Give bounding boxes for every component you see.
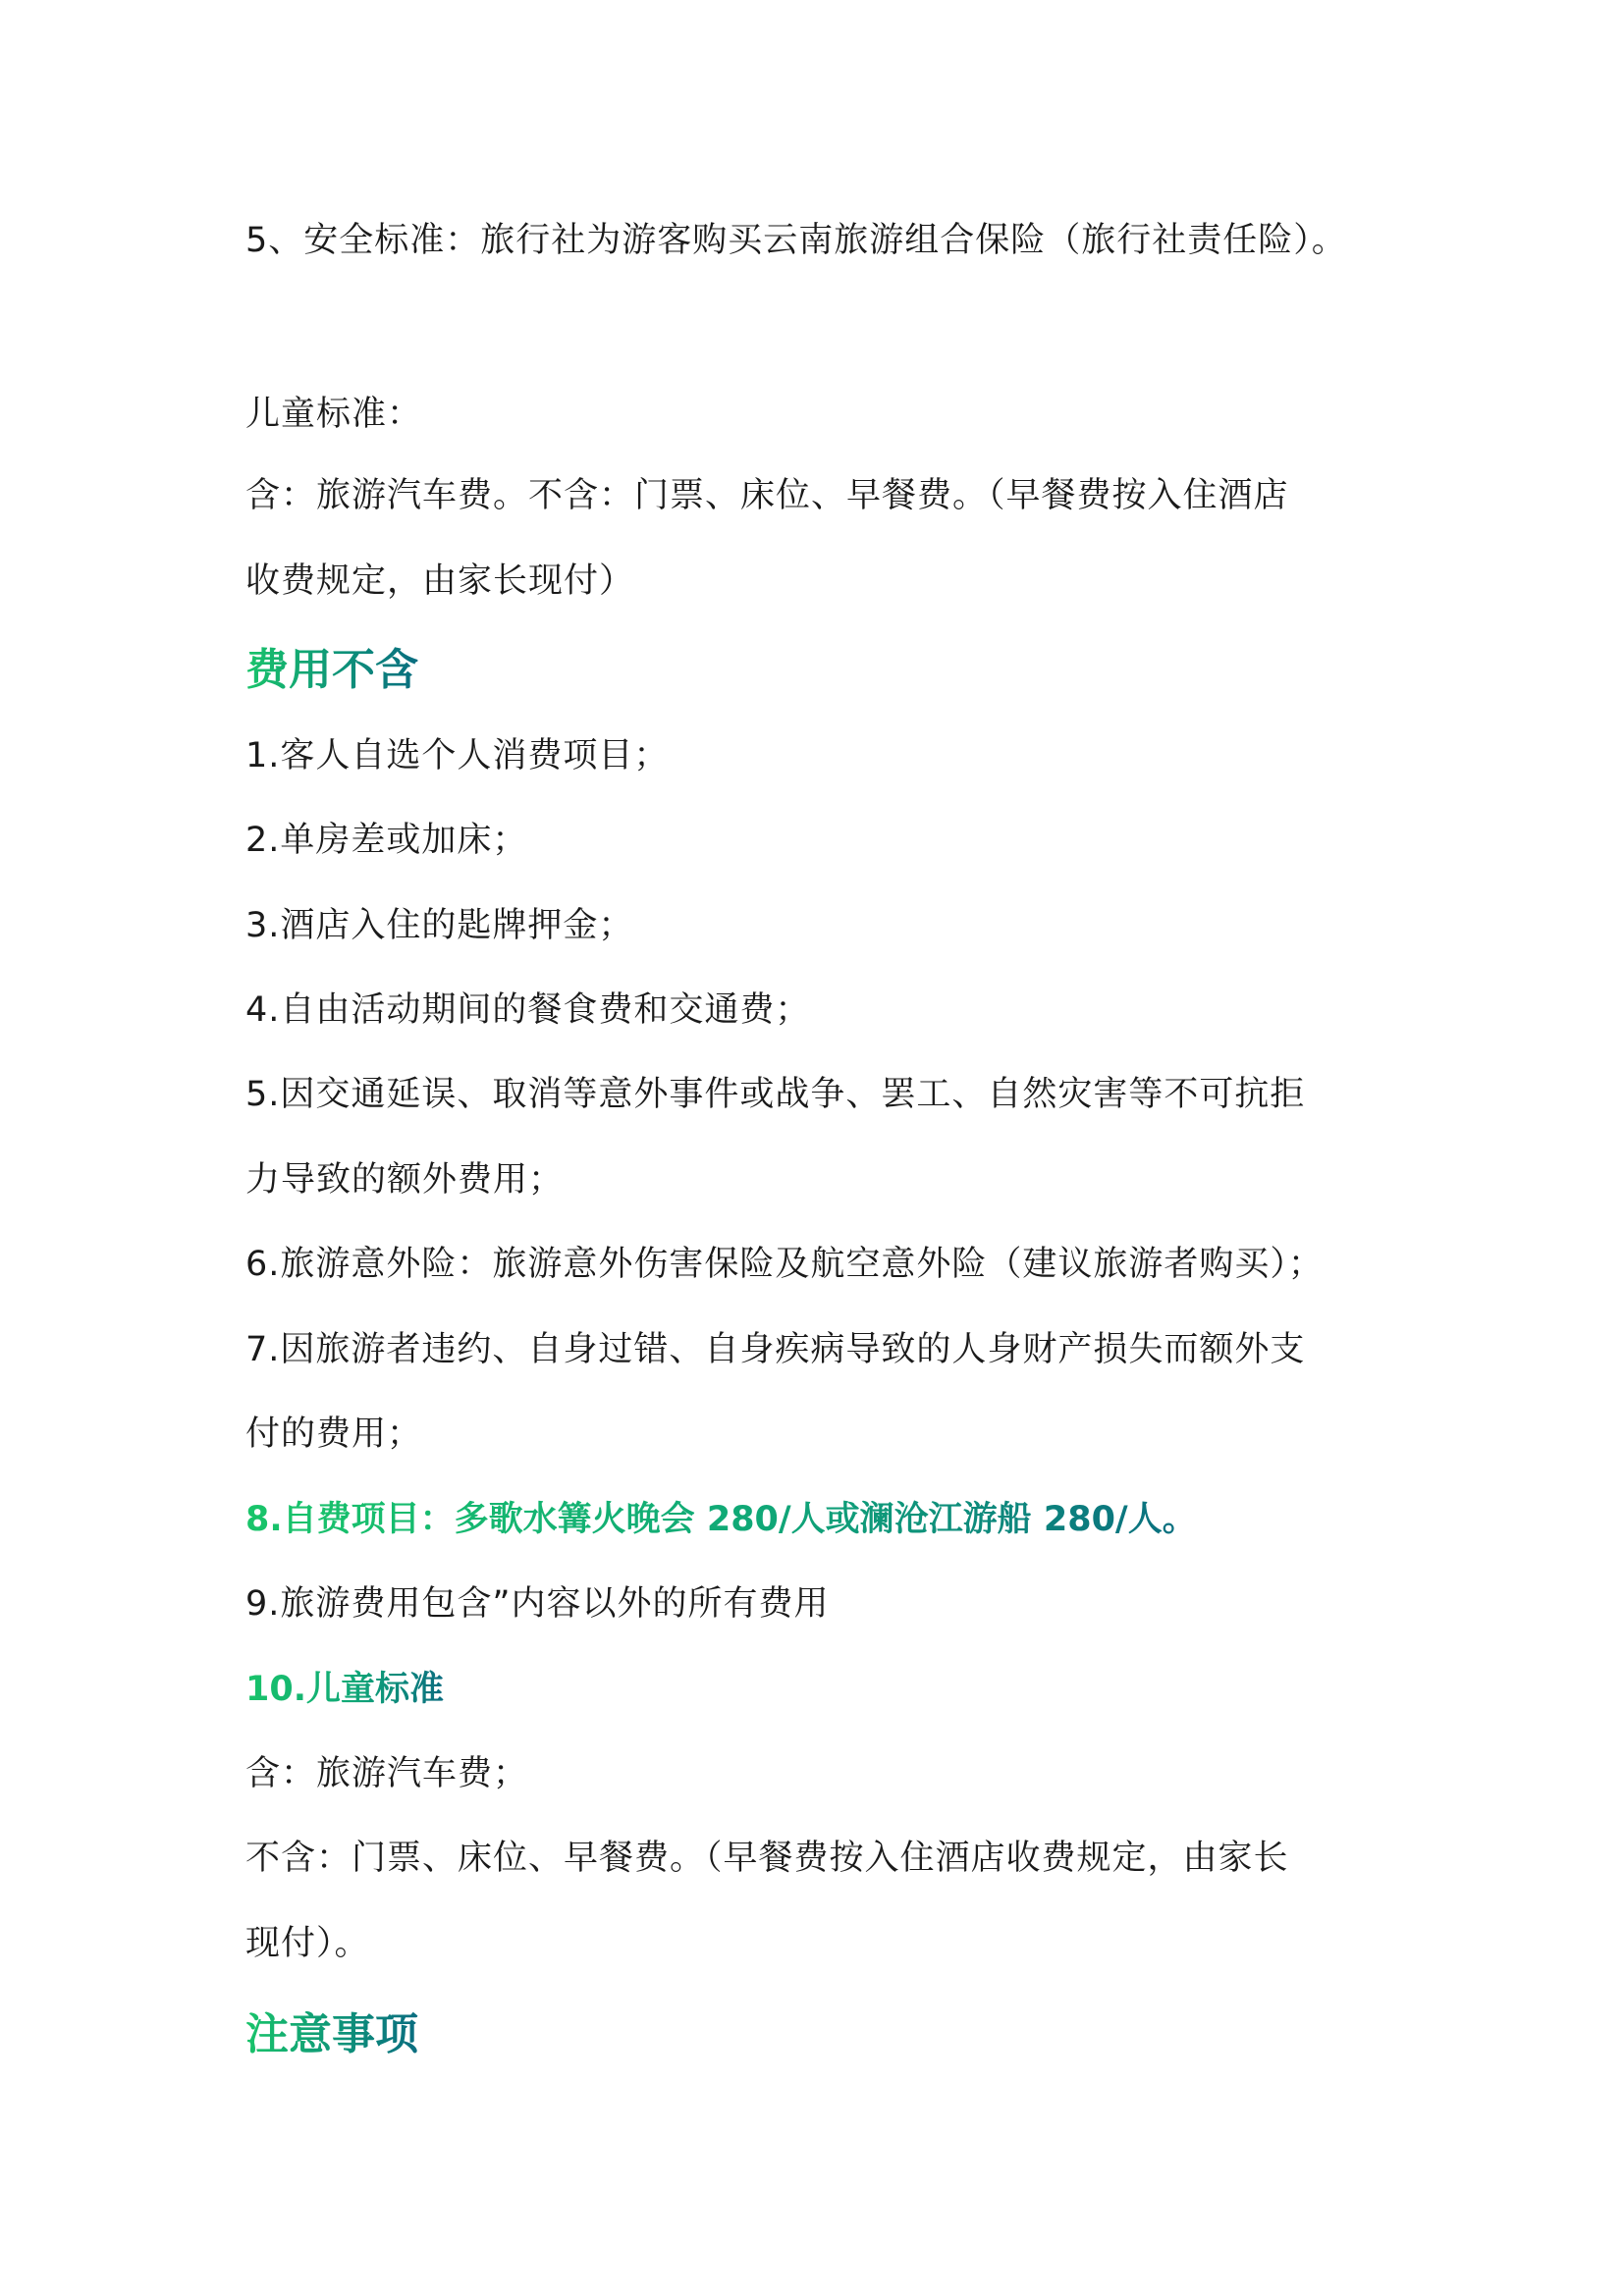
list-item: 付的费用； <box>245 1415 423 1454</box>
list-item: 3.酒店入住的匙牌押金； <box>245 906 634 945</box>
list-item: 9.旅游费用包含”内容以外的所有费用 <box>245 1584 830 1624</box>
child-standard-subheading: 10.儿童标准 <box>245 1670 445 1709</box>
child-standard-detail: 现付）。 <box>245 1924 370 1963</box>
list-item: 7.因旅游者违约、自身过错、自身疾病导致的人身财产损失而额外支 <box>245 1330 1306 1369</box>
list-item: 5.因交通延误、取消等意外事件或战争、罢工、自然灾害等不可抗拒 <box>245 1075 1306 1114</box>
list-item: 6.旅游意外险：旅游意外伤害保险及航空意外险（建议旅游者购买）； <box>245 1245 1324 1284</box>
list-item: 1.客人自选个人消费项目； <box>245 736 670 775</box>
optional-item-highlight: 8.自费项目：多歌水篝火晚会 280/人或澜沧江游船 280/人。 <box>245 1500 1197 1539</box>
child-standard-label: 儿童标准： <box>245 395 423 434</box>
child-standard-line-2: 收费规定，由家长现付） <box>245 561 635 601</box>
child-standard-detail: 不含：门票、床位、早餐费。（早餐费按入住酒店收费规定，由家长 <box>245 1839 1289 1878</box>
child-standard-detail: 含：旅游汽车费； <box>245 1754 529 1793</box>
list-item: 4.自由活动期间的餐食费和交通费； <box>245 990 811 1030</box>
list-item: 2.单房差或加床； <box>245 821 528 860</box>
section-heading-notes: 注意事项 <box>245 2009 418 2059</box>
safety-standard-line: 5、安全标准：旅行社为游客购买云南旅游组合保险（旅行社责任险）。 <box>245 221 1347 260</box>
section-heading-excluded: 费用不含 <box>245 645 418 695</box>
list-item: 力导致的额外费用； <box>245 1160 565 1200</box>
child-standard-line-1: 含：旅游汽车费。不含：门票、床位、早餐费。（早餐费按入住酒店 <box>245 476 1289 515</box>
